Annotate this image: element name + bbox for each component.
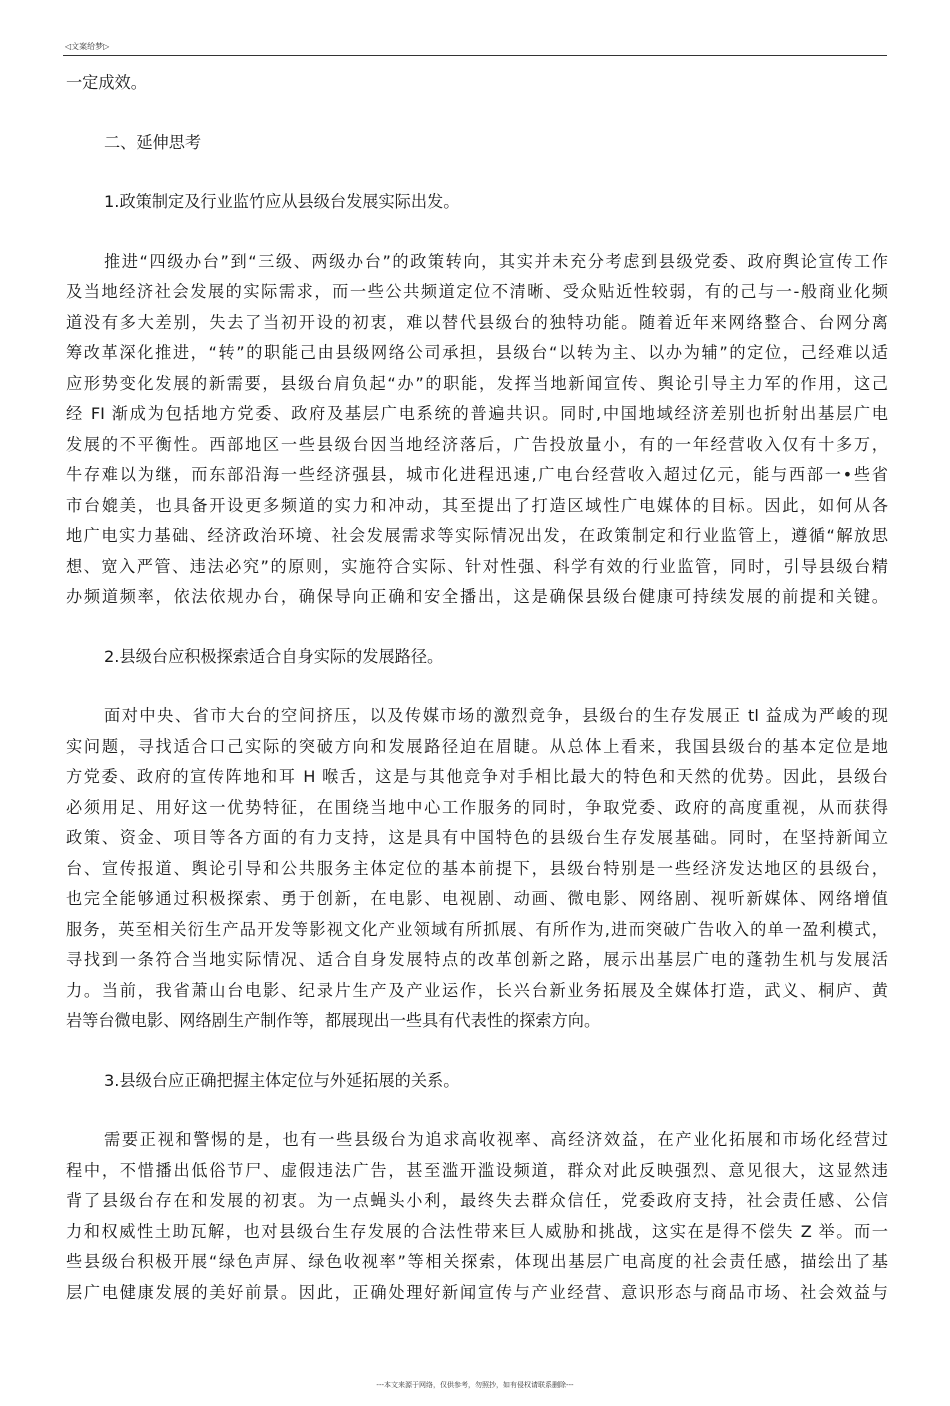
paragraph-line: 层广电健康发展的美好前景。因此，正确处理好新闻宣传与产业经营、意识形态与商品市场、社会效益与 (66, 1282, 888, 1302)
paragraph-line: 筹改革深化推进，“转”的职能己由县级网络公司承担，县级台“以转为主、以办为辅”的定位，己经难以适 (66, 343, 888, 362)
paragraph-line: 力。当前，我省萧山台电影、纪录片生产及产业运作，长兴台新业务拓展及全媒体打造，武义、桐庐、黄 (66, 980, 888, 1000)
paragraph-line: 力和权威性土助瓦解，也对县级台生存发展的合法性带来巨人威胁和挑战，这实在是得不偿失 Z 举。而一 (66, 1221, 888, 1241)
paragraph-line: 背了县级台存在和发展的初衷。为一点蝇头小利，最终失去群众信任，党委政府支持，社会责任感、公信 (66, 1191, 888, 1210)
paragraph-line: 市台媲美，也具备开设更多频道的实力和冲动，其至提出了打造区域性广电媒体的目标。因此，如何从各 (66, 495, 888, 515)
paragraph-line: 必须用足、用好这一优势特征，在围绕当地中心工作服务的同时，争取党委、政府的高度重视，从而获得 (66, 797, 888, 817)
page-footer: ---本文来源于网络，仅供参考，勿照抄，如有侵权请联系删除--- (376, 1381, 574, 1389)
subsection-heading-3: 3.县级台应正确把握主体定位与外延拓展的关系。 (104, 1070, 460, 1090)
paragraph-line: 也完全能够通过积极探索、勇于创新，在电影、电视剧、动画、微电影、网络剧、视听新媒体、网络增值 (66, 889, 888, 908)
subsection-heading-2: 2.县级台应积极探索适合自身实际的发展路径。 (104, 646, 444, 666)
paragraph-line: 服务，英至相关衍生产品开发等影视文化产业领域有所抓展、有所作为,进而突破广告收入的单一盈利模式， (66, 919, 888, 939)
paragraph-line: 办频道频率，依法依规办台，确保导向正确和安全播出，这是确保县级台健康可持续发展的前提和关键。 (66, 587, 888, 606)
paragraph-line: 需要正视和警惕的是，也有一些县级台为追求高收视率、高经济效益，在产业化拓展和市场化经营过 (104, 1130, 888, 1149)
paragraph-line: 发展的不平衡性。西部地区一些县级台因当地经济落后，广告投放量小，有的一年经营收入仅有十多万， (66, 434, 888, 454)
header-label: ◁文案给梦▷ (65, 42, 110, 51)
paragraph-line: 应形势变化发展的新需要，县级台肩负起“办”的职能，发挥当地新闻宣传、舆论引导主力军的作用，这己 (66, 373, 888, 393)
paragraph-line: 牛存难以为继，而东部沿海一些经济强县，城市化进程迅速,广电台经营收入超过亿元，能与西部一•些省 (66, 465, 888, 484)
paragraph-line: 面对中央、省市大台的空间挤压，以及传媒市场的激烈竞争，县级台的生存发展正 tl 益成为严峻的现 (104, 706, 888, 725)
paragraph-line: 政策、资金、项目等各方面的有力支持，这是具有中国特色的县级台生存发展基础。同时，在坚持新闻立 (66, 828, 888, 847)
paragraph-2 (66, 701, 888, 1037)
paragraph-line: 实问题，寻找适合口己实际的突破方向和发展路径迫在眉睫。从总体上看来，我国县级台的基本定位是地 (66, 736, 888, 756)
document-body (66, 68, 888, 1308)
paragraph-line: 些县级台积极开展“绿色声屏、绿色收视率”等相关探索，体现出基层广电高度的社会责任感，描绘出了基 (66, 1252, 888, 1271)
intro-line: 一定成效。 (66, 73, 147, 92)
section-heading: 二、延伸思考 (104, 132, 202, 152)
page-header (63, 39, 887, 56)
paragraph-1 (66, 247, 888, 613)
paragraph-line: 程中，不惜播出低俗节尸、虚假违法广告，甚至滥开滥设频道，群众对此反映强烈、意见很大，这显然违 (66, 1160, 888, 1180)
paragraph-line: 寻找到一条符合当地实际情况、适合自身发展特点的改革创新之路，展示出基层广电的蓬勃生机与发展活 (66, 950, 888, 969)
paragraph-line: 地广电实力基础、经济政治环境、社会发展需求等实际情况出发，在政策制定和行业监管上，遵循“解放思 (66, 526, 888, 545)
paragraph-line: 方党委、政府的宣传阵地和耳 H 喉舌，这是与其他竞争对手相比最大的特色和天然的优势。因此，县级台 (66, 767, 888, 786)
paragraph-line: 推进“四级办台”到“三级、两级办台”的政策转向，其实并未充分考虑到县级党委、政府舆论宣传工作 (104, 251, 888, 271)
paragraph-line: 道没有多大差别，失去了当初开设的初衷，难以替代县级台的独特功能。随着近年来网络整合、台网分离 (66, 312, 888, 332)
paragraph-line: 想、宽入严管、违法必究”的原则，实施符合实际、针对性强、科学有效的行业监管，同时，引导县级台精 (66, 556, 888, 576)
subsection-heading-1: 1.政策制定及行业监竹应从县级台发展实际出发。 (104, 192, 460, 211)
paragraph-line: 岩等台微电影、网络剧生产制作等，都展现出一些具有代表性的探索方向。 (66, 1011, 601, 1030)
paragraph-line: 台、宣传报道、舆论引导和公共服务主体定位的基本前提下，县级台特别是一些经济发达地区的县级台， (66, 858, 888, 878)
paragraph-3 (66, 1125, 888, 1308)
paragraph-line: 经 FI 渐成为包括地方党委、政府及基层广电系统的普遍共识。同时,中国地域经济差别也折射出基层广电 (66, 404, 888, 423)
paragraph-line: 及当地经济社会发展的实际需求，而一些公共频道定位不清晰、受众贴近性较弱，有的己与一-般商业化频 (66, 282, 888, 301)
